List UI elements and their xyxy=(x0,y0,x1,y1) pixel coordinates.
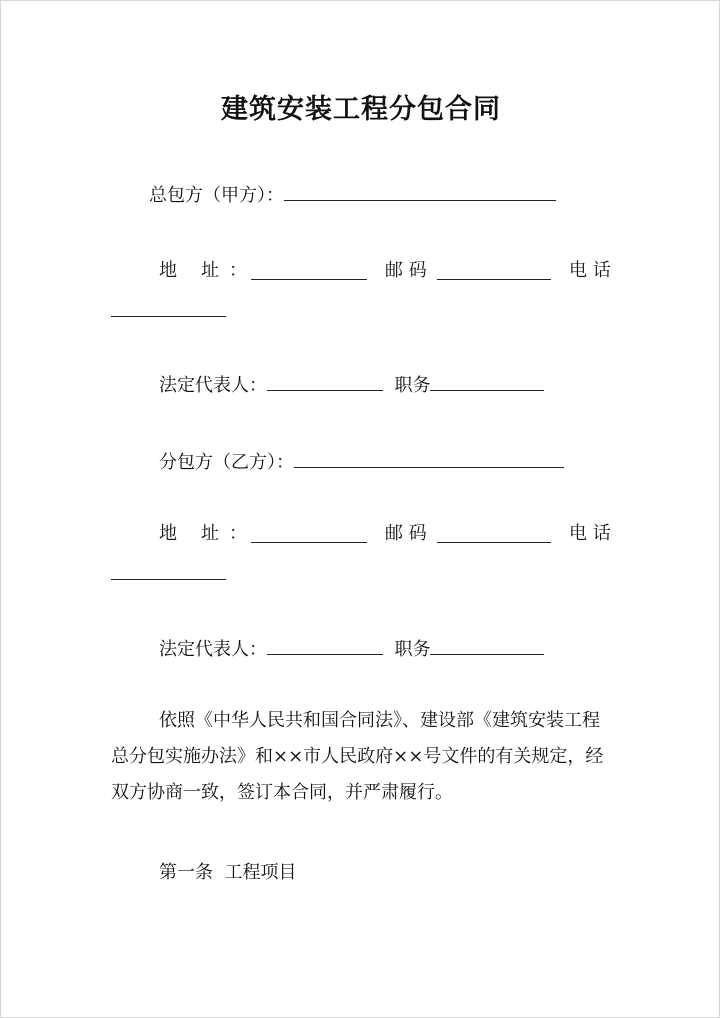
gc-address-colon: ： xyxy=(229,260,247,281)
article-1-heading xyxy=(159,861,296,885)
sub-postcode-blank[interactable] xyxy=(437,525,551,543)
gc-legal-rep-label: 法定代表人： xyxy=(159,375,267,396)
gc-legal-rep-blank[interactable] xyxy=(267,373,383,391)
sub-address-blank[interactable] xyxy=(251,525,367,543)
preamble-paragraph: 依照《中华人民共和国合同法》、建设部《建筑安装工程总分包实施办法》和××市人民政府××号文件的有关规定，经双方协商一致，签订本合同，并严肃履行。 xyxy=(111,710,604,803)
general-contractor-row xyxy=(149,183,556,208)
sub-legal-rep-blank[interactable] xyxy=(267,637,383,655)
sub-phone-row xyxy=(111,562,226,587)
general-contractor-blank[interactable] xyxy=(284,183,556,201)
contract-title: 建筑安装工程分包合同 xyxy=(221,94,501,125)
gc-postcode-label: 邮 码 xyxy=(385,260,427,281)
gc-phone-blank[interactable] xyxy=(111,299,226,317)
subcontractor-label: 分包方（乙方）： xyxy=(159,452,294,473)
general-contractor-label: 总包方（甲方）： xyxy=(149,185,284,206)
subcontractor-row xyxy=(159,450,564,475)
gc-position-label: 职务 xyxy=(394,375,431,396)
sub-legal-rep-label: 法定代表人： xyxy=(159,639,267,660)
sub-phone-blank[interactable] xyxy=(111,562,226,580)
gc-phone-label: 电 话 xyxy=(569,260,611,281)
article-1-number: 第一条 xyxy=(159,862,213,883)
sub-address-label-2: 址 xyxy=(201,523,219,544)
gc-position-blank[interactable] xyxy=(430,373,544,391)
gc-postcode-blank[interactable] xyxy=(437,262,551,280)
sub-position-blank[interactable] xyxy=(430,637,544,655)
article-1-title: 工程项目 xyxy=(224,862,297,883)
sub-address-colon: ： xyxy=(229,523,247,544)
subcontractor-blank[interactable] xyxy=(294,450,564,468)
sub-legal-rep-row xyxy=(159,637,544,662)
gc-phone-row xyxy=(111,299,226,324)
sub-phone-label: 电 话 xyxy=(569,523,611,544)
sub-contact-row xyxy=(159,522,611,546)
gc-contact-row xyxy=(159,259,611,283)
gc-address-label-2: 址 xyxy=(201,260,219,281)
sub-postcode-label: 邮 码 xyxy=(385,523,427,544)
gc-legal-rep-row xyxy=(159,373,544,398)
sub-position-label: 职务 xyxy=(394,639,431,660)
gc-address-label-1: 地 xyxy=(159,260,177,281)
gc-address-blank[interactable] xyxy=(251,262,367,280)
sub-address-label-1: 地 xyxy=(159,523,177,544)
